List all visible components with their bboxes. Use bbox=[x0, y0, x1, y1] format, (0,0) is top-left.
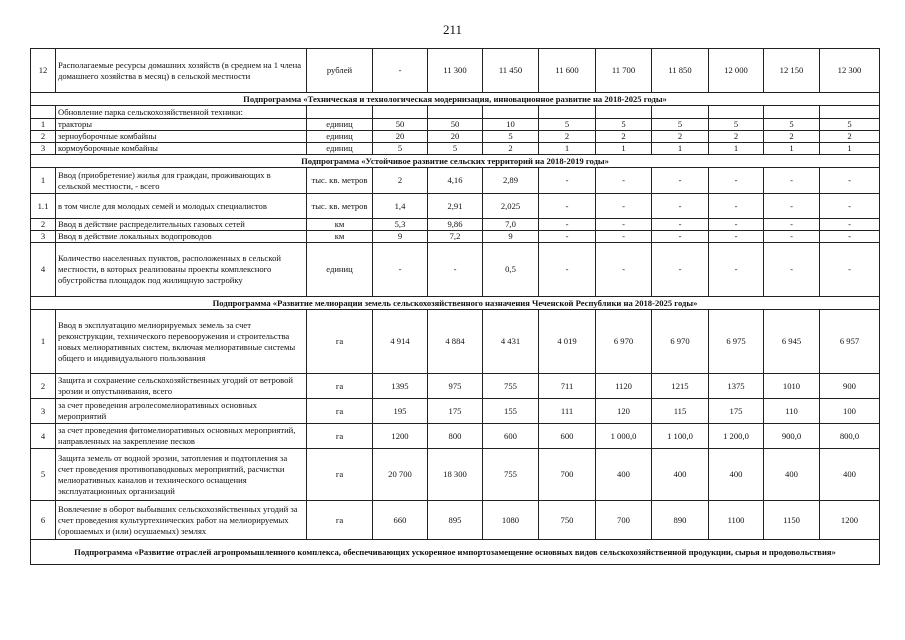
value-cell: 1150 bbox=[764, 501, 820, 540]
value-cell: 1375 bbox=[709, 374, 764, 399]
row-number: 1 bbox=[31, 168, 56, 194]
row-description: зерноуборочные комбайны bbox=[56, 131, 307, 143]
value-cell: - bbox=[764, 168, 820, 194]
row-number: 5 bbox=[31, 449, 56, 501]
value-cell: 400 bbox=[596, 449, 652, 501]
row-number: 3 bbox=[31, 143, 56, 155]
section-title: Подпрограмма «Развитие мелиорации земель сельскохозяйственного назначения Чеченской Республики на 2018-2025 годы» bbox=[31, 297, 880, 310]
value-cell bbox=[652, 106, 709, 119]
value-cell: 4 884 bbox=[428, 310, 483, 374]
value-cell: - bbox=[709, 194, 764, 219]
value-cell: 700 bbox=[539, 449, 596, 501]
value-cell: 7,0 bbox=[483, 219, 539, 231]
value-cell: 1 100,0 bbox=[652, 424, 709, 449]
value-cell: 50 bbox=[428, 119, 483, 131]
row-unit: га bbox=[307, 374, 373, 399]
section-title: Подпрограмма «Развитие отраслей агропромышленного комплекса, обеспечивающих ускоренное импортозамещение основных видов сельскохозяйственной продукции, сырья и продовольствия» bbox=[31, 540, 880, 565]
value-cell bbox=[709, 106, 764, 119]
value-cell: 2 bbox=[483, 143, 539, 155]
value-cell: 660 bbox=[373, 501, 428, 540]
value-cell: 1 000,0 bbox=[596, 424, 652, 449]
value-cell: 20 bbox=[373, 131, 428, 143]
value-cell: 755 bbox=[483, 374, 539, 399]
value-cell: 175 bbox=[428, 399, 483, 424]
value-cell: - bbox=[820, 243, 880, 297]
section-header-row bbox=[31, 155, 880, 168]
row-unit: га bbox=[307, 449, 373, 501]
value-cell: - bbox=[764, 194, 820, 219]
value-cell: 6 945 bbox=[764, 310, 820, 374]
value-cell: 1 bbox=[539, 143, 596, 155]
section-header-row bbox=[31, 540, 880, 565]
row-number: 1.1 bbox=[31, 194, 56, 219]
value-cell: - bbox=[820, 219, 880, 231]
row-description: за счет проведения агролесомелиоративных основных мероприятий bbox=[56, 399, 307, 424]
row-description: Ввод в действие локальных водопроводов bbox=[56, 231, 307, 243]
value-cell: - bbox=[539, 243, 596, 297]
row-description: Ввод (приобретение) жилья для граждан, проживающих в сельской местности, - всего bbox=[56, 168, 307, 194]
value-cell: 5 bbox=[596, 119, 652, 131]
value-cell: 1100 bbox=[709, 501, 764, 540]
row-number: 1 bbox=[31, 119, 56, 131]
section-header-row bbox=[31, 297, 880, 310]
row-number: 2 bbox=[31, 131, 56, 143]
value-cell: 1215 bbox=[652, 374, 709, 399]
value-cell: 1080 bbox=[483, 501, 539, 540]
value-cell: 4 431 bbox=[483, 310, 539, 374]
value-cell: 400 bbox=[764, 449, 820, 501]
value-cell: 600 bbox=[539, 424, 596, 449]
value-cell: - bbox=[596, 231, 652, 243]
value-cell: - bbox=[596, 243, 652, 297]
table-row bbox=[31, 194, 880, 219]
row-unit: рублей bbox=[307, 49, 373, 93]
value-cell: 11 300 bbox=[428, 49, 483, 93]
table-row bbox=[31, 243, 880, 297]
value-cell: 2 bbox=[652, 131, 709, 143]
value-cell: 0,5 bbox=[483, 243, 539, 297]
value-cell: 900,0 bbox=[764, 424, 820, 449]
row-unit: тыс. кв. метров bbox=[307, 168, 373, 194]
row-number bbox=[31, 106, 56, 119]
row-unit: га bbox=[307, 310, 373, 374]
value-cell: 20 bbox=[428, 131, 483, 143]
value-cell: - bbox=[539, 168, 596, 194]
value-cell: 5 bbox=[483, 131, 539, 143]
value-cell: 7,2 bbox=[428, 231, 483, 243]
value-cell bbox=[373, 106, 428, 119]
value-cell: 800,0 bbox=[820, 424, 880, 449]
row-unit: км bbox=[307, 231, 373, 243]
value-cell: 2 bbox=[709, 131, 764, 143]
value-cell: 2 bbox=[820, 131, 880, 143]
row-description: за счет проведения фитомелиоративных основных мероприятий, направленных на закрепление песков bbox=[56, 424, 307, 449]
value-cell: 1200 bbox=[820, 501, 880, 540]
value-cell: - bbox=[539, 219, 596, 231]
value-cell: 5 bbox=[652, 119, 709, 131]
value-cell: 4,16 bbox=[428, 168, 483, 194]
value-cell: - bbox=[539, 194, 596, 219]
value-cell: 5 bbox=[428, 143, 483, 155]
row-number: 1 bbox=[31, 310, 56, 374]
value-cell bbox=[428, 106, 483, 119]
row-unit: тыс. кв. метров bbox=[307, 194, 373, 219]
value-cell: 755 bbox=[483, 449, 539, 501]
value-cell: 900 bbox=[820, 374, 880, 399]
value-cell: 4 019 bbox=[539, 310, 596, 374]
value-cell: 750 bbox=[539, 501, 596, 540]
value-cell: 11 600 bbox=[539, 49, 596, 93]
value-cell: 1395 bbox=[373, 374, 428, 399]
section-title: Подпрограмма «Устойчивое развитие сельских территорий на 2018-2019 годы» bbox=[31, 155, 880, 168]
row-number: 4 bbox=[31, 424, 56, 449]
value-cell: 11 700 bbox=[596, 49, 652, 93]
table-row bbox=[31, 424, 880, 449]
value-cell: 800 bbox=[428, 424, 483, 449]
row-unit: га bbox=[307, 501, 373, 540]
table-row bbox=[31, 119, 880, 131]
value-cell bbox=[539, 106, 596, 119]
value-cell: - bbox=[820, 194, 880, 219]
table-row bbox=[31, 310, 880, 374]
table-row bbox=[31, 106, 880, 119]
table-row bbox=[31, 231, 880, 243]
row-description: Защита и сохранение сельскохозяйственных угодий от ветровой эрозии и опустынивания, всего bbox=[56, 374, 307, 399]
value-cell: - bbox=[709, 231, 764, 243]
value-cell: 711 bbox=[539, 374, 596, 399]
value-cell: - bbox=[596, 219, 652, 231]
row-description: тракторы bbox=[56, 119, 307, 131]
indicators-table bbox=[30, 48, 880, 565]
table-row bbox=[31, 449, 880, 501]
table-row bbox=[31, 143, 880, 155]
value-cell: - bbox=[596, 168, 652, 194]
value-cell: 10 bbox=[483, 119, 539, 131]
value-cell: 12 300 bbox=[820, 49, 880, 93]
row-unit: единиц bbox=[307, 131, 373, 143]
value-cell: 9 bbox=[483, 231, 539, 243]
value-cell: 1 bbox=[652, 143, 709, 155]
value-cell: 2 bbox=[596, 131, 652, 143]
value-cell: 1 bbox=[764, 143, 820, 155]
table-row bbox=[31, 168, 880, 194]
row-unit: единиц bbox=[307, 119, 373, 131]
table-row bbox=[31, 374, 880, 399]
value-cell: 700 bbox=[596, 501, 652, 540]
row-unit: единиц bbox=[307, 143, 373, 155]
value-cell: 400 bbox=[820, 449, 880, 501]
value-cell: - bbox=[764, 231, 820, 243]
value-cell: - bbox=[428, 243, 483, 297]
value-cell: 5 bbox=[373, 143, 428, 155]
value-cell: 6 957 bbox=[820, 310, 880, 374]
value-cell bbox=[483, 106, 539, 119]
value-cell: 1010 bbox=[764, 374, 820, 399]
row-description: Ввод в эксплуатацию мелиорируемых земель за счет реконструкции, технического перевооружения и строительства новых мелиоративных систем, включая мелиоративные системы общего и индивидуального пользования bbox=[56, 310, 307, 374]
value-cell: 9,86 bbox=[428, 219, 483, 231]
value-cell: 2 bbox=[764, 131, 820, 143]
value-cell: 11 850 bbox=[652, 49, 709, 93]
value-cell: - bbox=[820, 168, 880, 194]
value-cell: 18 300 bbox=[428, 449, 483, 501]
value-cell bbox=[596, 106, 652, 119]
value-cell: - bbox=[652, 194, 709, 219]
row-number: 2 bbox=[31, 374, 56, 399]
value-cell: - bbox=[820, 231, 880, 243]
section-header-row bbox=[31, 93, 880, 106]
value-cell: - bbox=[652, 219, 709, 231]
value-cell: 1 bbox=[820, 143, 880, 155]
row-unit: единиц bbox=[307, 243, 373, 297]
value-cell: - bbox=[709, 219, 764, 231]
value-cell: 400 bbox=[652, 449, 709, 501]
value-cell: 12 150 bbox=[764, 49, 820, 93]
value-cell: 175 bbox=[709, 399, 764, 424]
row-number: 4 bbox=[31, 243, 56, 297]
value-cell: 6 970 bbox=[596, 310, 652, 374]
row-description: Располагаемые ресурсы домашних хозяйств (в среднем на 1 члена домашнего хозяйства в месяц) в сельской местности bbox=[56, 49, 307, 93]
value-cell: 12 000 bbox=[709, 49, 764, 93]
row-description: кормоуборочные комбайны bbox=[56, 143, 307, 155]
row-unit: га bbox=[307, 399, 373, 424]
value-cell: 50 bbox=[373, 119, 428, 131]
table-body bbox=[31, 49, 880, 565]
value-cell: 2,91 bbox=[428, 194, 483, 219]
table-row bbox=[31, 49, 880, 93]
value-cell: 195 bbox=[373, 399, 428, 424]
value-cell: - bbox=[764, 219, 820, 231]
value-cell: 2,89 bbox=[483, 168, 539, 194]
page-number: 211 bbox=[442, 22, 463, 37]
row-number: 3 bbox=[31, 399, 56, 424]
value-cell: 1 200,0 bbox=[709, 424, 764, 449]
row-unit: км bbox=[307, 219, 373, 231]
row-number: 12 bbox=[31, 49, 56, 93]
value-cell: 5 bbox=[539, 119, 596, 131]
value-cell: 4 914 bbox=[373, 310, 428, 374]
value-cell: 1 bbox=[709, 143, 764, 155]
value-cell bbox=[820, 106, 880, 119]
value-cell: 111 bbox=[539, 399, 596, 424]
value-cell: 890 bbox=[652, 501, 709, 540]
value-cell: 155 bbox=[483, 399, 539, 424]
value-cell: 5 bbox=[820, 119, 880, 131]
row-description: Ввод в действие распределительных газовых сетей bbox=[56, 219, 307, 231]
value-cell: 5,3 bbox=[373, 219, 428, 231]
value-cell: - bbox=[709, 168, 764, 194]
row-number: 2 bbox=[31, 219, 56, 231]
value-cell: 1,4 bbox=[373, 194, 428, 219]
row-description: Количество населенных пунктов, расположенных в сельской местности, в которых реализованы проекты комплексного обустройства площадок под жилищную застройку bbox=[56, 243, 307, 297]
value-cell: - bbox=[652, 243, 709, 297]
value-cell: 600 bbox=[483, 424, 539, 449]
row-description: Обновление парка сельскохозяйственной техники: bbox=[56, 106, 307, 119]
value-cell: - bbox=[652, 168, 709, 194]
value-cell: - bbox=[709, 243, 764, 297]
value-cell: 20 700 bbox=[373, 449, 428, 501]
value-cell: 895 bbox=[428, 501, 483, 540]
value-cell: 5 bbox=[764, 119, 820, 131]
value-cell: 1120 bbox=[596, 374, 652, 399]
row-number: 3 bbox=[31, 231, 56, 243]
row-unit: га bbox=[307, 424, 373, 449]
table-row bbox=[31, 131, 880, 143]
value-cell: 1 bbox=[596, 143, 652, 155]
value-cell: 115 bbox=[652, 399, 709, 424]
value-cell: - bbox=[373, 243, 428, 297]
value-cell: 2 bbox=[373, 168, 428, 194]
value-cell: 100 bbox=[820, 399, 880, 424]
value-cell: 1200 bbox=[373, 424, 428, 449]
value-cell bbox=[764, 106, 820, 119]
value-cell: 975 bbox=[428, 374, 483, 399]
value-cell: - bbox=[764, 243, 820, 297]
value-cell: 5 bbox=[709, 119, 764, 131]
value-cell: 110 bbox=[764, 399, 820, 424]
value-cell: 400 bbox=[709, 449, 764, 501]
value-cell: 6 975 bbox=[709, 310, 764, 374]
row-description: в том числе для молодых семей и молодых специалистов bbox=[56, 194, 307, 219]
table-row bbox=[31, 501, 880, 540]
value-cell: 2,025 bbox=[483, 194, 539, 219]
table-row bbox=[31, 219, 880, 231]
value-cell: 6 970 bbox=[652, 310, 709, 374]
row-description: Защита земель от водной эрозии, затопления и подтопления за счет проведения противопаводковых мероприятий, расчистки мелиоративных каналов и технического оснащения эксплуатационных организаций bbox=[56, 449, 307, 501]
table-row bbox=[31, 399, 880, 424]
value-cell: - bbox=[596, 194, 652, 219]
value-cell: 11 450 bbox=[483, 49, 539, 93]
value-cell: 120 bbox=[596, 399, 652, 424]
value-cell: 9 bbox=[373, 231, 428, 243]
row-unit bbox=[307, 106, 373, 119]
value-cell: - bbox=[373, 49, 428, 93]
value-cell: - bbox=[539, 231, 596, 243]
row-description: Вовлечение в оборот выбывших сельскохозяйственных угодий за счет проведения культуртехнических работ на мелиорируемых (орошаемых и (или) осушаемых) землях bbox=[56, 501, 307, 540]
section-title: Подпрограмма «Техническая и технологическая модернизация, инновационное развитие на 2018-2025 годы» bbox=[31, 93, 880, 106]
value-cell: - bbox=[652, 231, 709, 243]
value-cell: 2 bbox=[539, 131, 596, 143]
row-number: 6 bbox=[31, 501, 56, 540]
